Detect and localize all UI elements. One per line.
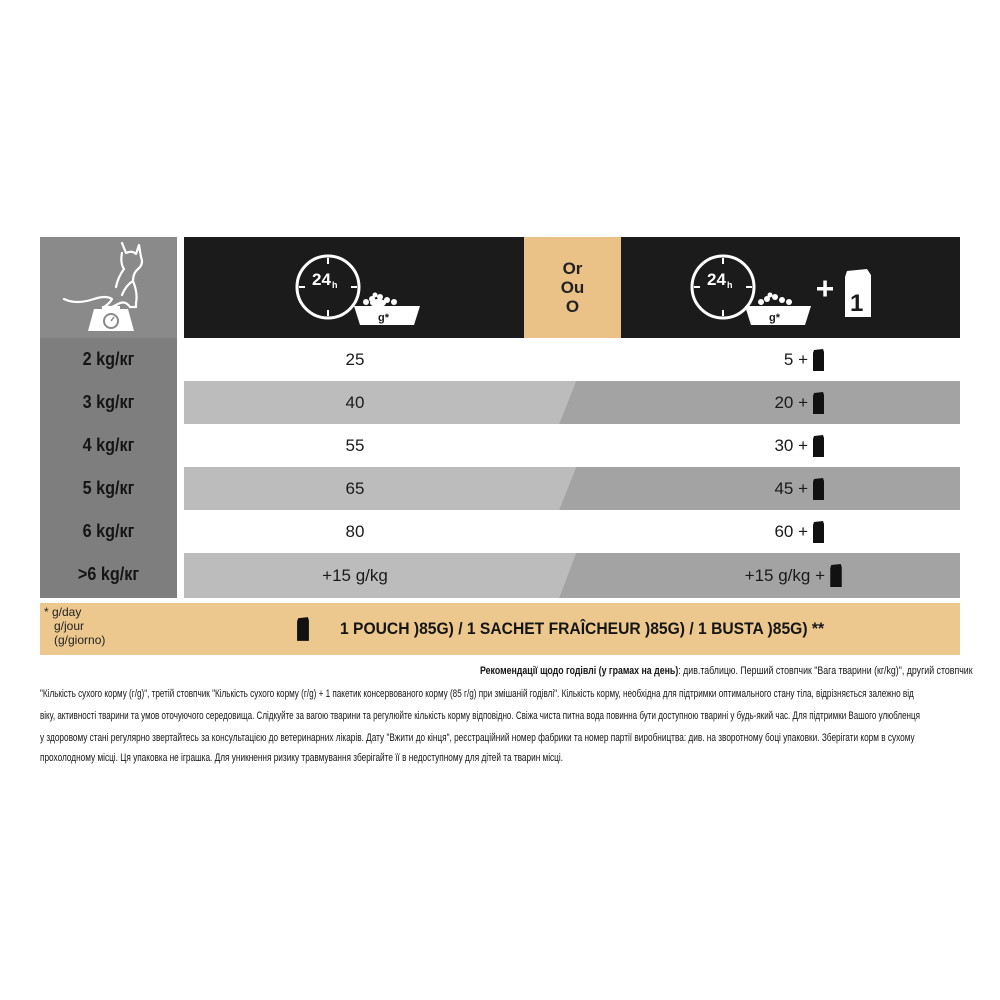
description-lead: Рекомендації щодо годівлі (у грамах на день) <box>480 665 679 677</box>
svg-text:h: h <box>727 280 733 290</box>
food-bowl-icon <box>354 293 420 326</box>
feeding-description-line <box>480 665 973 678</box>
svg-text:1: 1 <box>850 290 864 317</box>
weight-label: >6 kg/кг <box>77 564 140 584</box>
pouch-icon <box>812 349 825 371</box>
weight-label: 6 kg/кг <box>82 521 135 541</box>
food-bowl-icon <box>745 293 811 326</box>
or-text: O <box>565 297 580 316</box>
mixed-amount-text: +15 g/kg + <box>744 566 825 585</box>
description-text: : див.таблицю. Перший стовпчик "Вага тварини (кг/kg)", другий стовпчик <box>678 665 973 677</box>
or-separator <box>524 237 621 338</box>
clock-24h-icon <box>687 251 887 331</box>
pouch-icon <box>296 617 310 641</box>
svg-text:g*: g* <box>769 312 780 324</box>
cat-on-scale-icon <box>40 237 177 338</box>
mixed-amount <box>700 381 825 424</box>
weight-label: 4 kg/кг <box>82 435 135 455</box>
cat-scale-cell <box>40 237 177 338</box>
svg-text:h: h <box>332 280 338 290</box>
pouch-icon <box>812 392 825 414</box>
unit-label: * g/day <box>44 605 82 619</box>
mixed-amount <box>700 467 825 510</box>
unit-label: (g/giorno) <box>54 633 106 647</box>
mixed-amount <box>700 554 843 597</box>
mixed-amount-text: 60 + <box>774 522 808 541</box>
weight-label: 3 kg/кг <box>82 392 135 412</box>
pouch-size-text: 1 POUCH )85G) / 1 SACHET FRAÎCHEUR )85G) / 1 BUSTA )85G) ** <box>340 619 825 638</box>
feeding-description-line: у здоровому стані регулярно звертайтесь за консультацією до ветеринарних лікарів. Дату "Вжити до кінця", реєстраційний номер фабрики та номер партії виробництва: див. на зворотному боці упаковки. Зберігати корм в сухому <box>40 732 915 744</box>
mixed-amount-text: 5 + <box>783 350 808 369</box>
mixed-amount-text: 30 + <box>774 436 808 455</box>
mixed-amount-text: 20 + <box>774 393 808 412</box>
mixed-amount <box>700 510 825 553</box>
or-text: Or <box>562 259 583 278</box>
dry-amount: 65 <box>345 479 365 498</box>
unit-label: g/jour <box>54 619 85 633</box>
pouch-icon <box>829 564 843 587</box>
clock-24h-icon <box>292 251 432 331</box>
pouch-icon <box>812 478 825 500</box>
pouch-icon <box>845 269 871 317</box>
dry-amount: 55 <box>345 436 365 455</box>
dry-amount: +15 g/kg <box>322 566 388 585</box>
dry-amount: 80 <box>345 522 365 541</box>
mixed-amount <box>700 424 825 467</box>
dry-food-header <box>184 237 524 338</box>
weight-label: 5 kg/кг <box>82 478 135 498</box>
mixed-amount <box>700 338 825 381</box>
clock-text: 24 <box>312 270 331 289</box>
svg-text:24: 24 <box>707 270 726 289</box>
feeding-description-line: "Кількість сухого корму (г/g)", третій стовпчик "Кількість сухого корму (г/g) + 1 пакетик консервованого корму (85 г/g) при змішаній годівлі". Кількість корму, необхідна для підтримки оптимального стану тіла, відрізняється залежно від <box>40 688 914 700</box>
dry-amount: 25 <box>345 350 365 369</box>
pouch-icon <box>812 435 825 457</box>
dry-amount: 40 <box>345 393 365 412</box>
or-text: Ou <box>560 278 585 297</box>
mixed-feeding-header <box>621 237 960 338</box>
pouch-icon <box>812 521 825 543</box>
weight-label: 2 kg/кг <box>82 349 135 369</box>
feeding-description-line: віку, активності тварини та умов оточуючого середовища. Слідкуйте за вагою тварини та регулюйте кількість корму відповідно. Свіжа чиста питна вода повинна бути доступною тварині у будь-який час. Для підтримки Вашого улюбленця <box>40 710 920 722</box>
mixed-amount-text: 45 + <box>774 479 808 498</box>
svg-text:g*: g* <box>378 312 389 324</box>
feeding-description-line: прохолодному місці. Ця упаковка не іграшка. Для уникнення ризику травмування зберігайте її в недоступному для дітей та тварин місці. <box>40 752 564 764</box>
